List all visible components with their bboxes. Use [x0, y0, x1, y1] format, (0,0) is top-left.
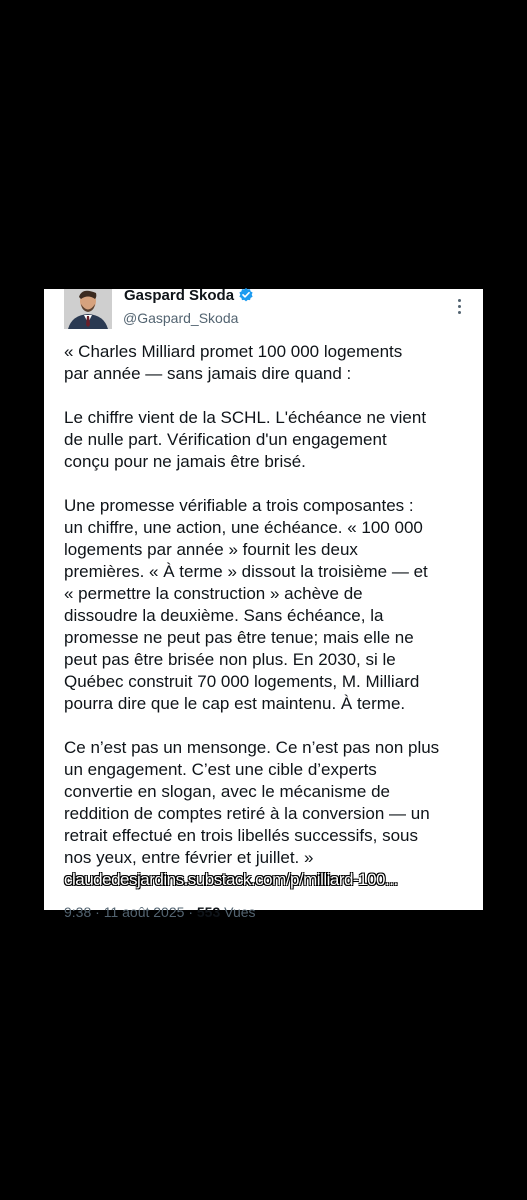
user-handle[interactable]: @Gaspard_Skoda: [123, 310, 239, 326]
tweet-line: un engagement. C’est une cible d’experts: [64, 760, 377, 779]
tweet-card: [44, 286, 483, 920]
avatar[interactable]: [64, 289, 112, 329]
tweet-line: retrait effectué en trois libellés successifs, sous: [64, 826, 419, 845]
tweet-line: promesse ne peut pas être tenue; mais elle ne: [64, 628, 414, 647]
tweet-line: nos yeux, entre février et juillet. »: [64, 848, 314, 867]
tweet-line: un chiffre, une action, une échéance. « 100 000: [64, 518, 423, 537]
tweet-line: convertie en slogan, avec le mécanisme de: [64, 782, 391, 801]
tweet-date[interactable]: 11 août 2025: [103, 904, 185, 920]
views-label: Vues: [224, 904, 256, 920]
tweet-line: pourra dire que le cap est maintenu. À terme.: [64, 694, 406, 713]
views-count: 553: [196, 904, 221, 920]
tweet-line: de nulle part. Vérification d'un engagement: [64, 430, 387, 449]
tweet-line: « Charles Milliard promet 100 000 logements: [64, 342, 403, 361]
tweet-line: reddition de comptes retiré à la conversion — un: [64, 804, 430, 823]
article-link[interactable]: claudedesjardins.substack.com/p/milliard-100...: [64, 870, 398, 889]
verified-badge-icon: [238, 287, 254, 303]
tweet-meta: [64, 904, 256, 920]
more-options-icon[interactable]: [451, 297, 467, 315]
tweet-line: Ce n’est pas un mensonge. Ce n’est pas non plus: [64, 738, 440, 757]
tweet-text: [64, 341, 476, 891]
tweet-line: peut pas être brisée non plus. En 2030, si le: [64, 650, 396, 669]
tweet-line: Une promesse vérifiable a trois composantes :: [64, 496, 414, 515]
tweet-line: Québec construit 70 000 logements, M. Milliard: [64, 672, 420, 691]
tweet-line: conçu pour ne jamais être brisé.: [64, 452, 306, 471]
tweet-line: premières. « À terme » dissout la troisième — et: [64, 562, 428, 581]
meta-separator: ·: [188, 904, 197, 920]
meta-separator: ·: [95, 904, 104, 920]
author-name-row[interactable]: [124, 285, 254, 305]
tweet-line: Le chiffre vient de la SCHL. L'échéance ne vient: [64, 408, 427, 427]
display-name[interactable]: Gaspard Skoda: [124, 286, 235, 304]
tweet-line: « permettre la construction » achève de: [64, 584, 363, 603]
tweet-time[interactable]: 9:38: [64, 904, 92, 920]
tweet-line: par année — sans jamais dire quand :: [64, 364, 352, 383]
tweet-line: dissoudre la deuxième. Sans échéance, la: [64, 606, 384, 625]
tweet-line: logements par année » fournit les deux: [64, 540, 358, 559]
